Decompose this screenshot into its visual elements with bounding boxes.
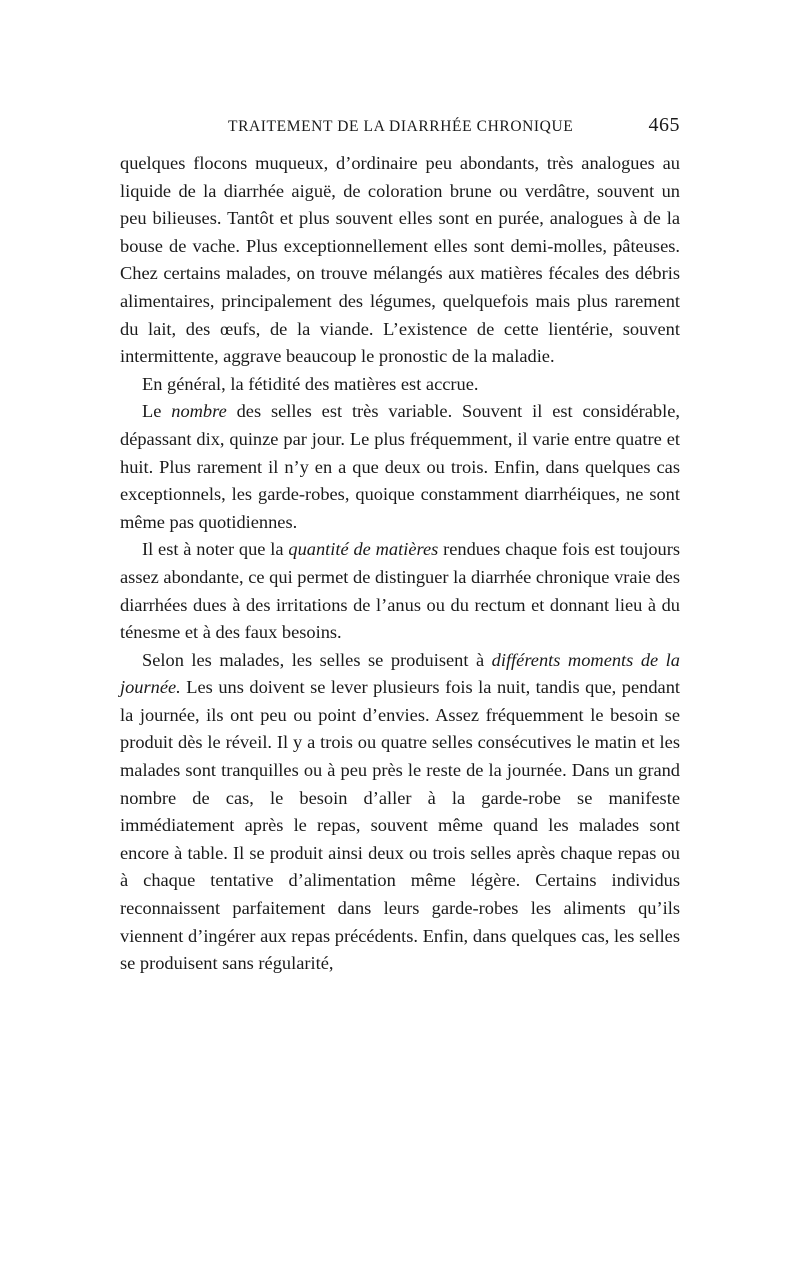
running-title: TRAITEMENT DE LA DIARRHÉE CHRONIQUE (228, 118, 574, 135)
paragraph-5-italic: différents moments de la journée. (120, 649, 680, 698)
page-number: 465 (648, 114, 680, 136)
paragraph-2 (120, 371, 680, 399)
paragraph-5-before: Selon les malades, les selles se produisent à (142, 649, 492, 670)
paragraph-4-before: Il est à noter que la (142, 539, 289, 560)
paragraph-5-after: Les uns doivent se lever plusieurs fois la nuit, tandis que, pendant la journée, ils ont peu ou point d’envies. Assez fréquemment le besoin se produit dès le réveil. Il y a trois ou quatre selles consécutives le matin et les malades sont tranquilles ou à peu près le reste de la journée. Dans un grand nombre de cas, le besoin d’aller à la garde-robe se manifeste immédiatement après le repas, souvent même quand les malades sont encore à table. Il se produit ainsi deux ou trois selles après chaque repas ou à chaque tentative d’alimentation même légère. Certains individus reconnaissent parfaitement dans leurs garde-robes les aliments qu’ils viennent d’ingérer aux repas précédents. Enfin, dans quelques cas, les selles se produisent sans régularité, (120, 677, 680, 974)
paragraph-3-before: Le (142, 401, 172, 422)
paragraph-2-text: En général, la fétidité des matières est accrue. (142, 373, 479, 394)
paragraph-3 (120, 398, 680, 536)
paragraph-5 (120, 647, 680, 978)
running-header (120, 112, 680, 142)
paragraph-4-after: rendues chaque fois est toujours assez abondante, ce qui permet de distinguer la diarrhée chronique vraie des diarrhées dues à des irritations de l’anus ou du rectum et donnant lieu à du ténesme et à des faux besoins. (120, 539, 680, 643)
paragraph-3-after: des selles est très variable. Souvent il est considérable, dépassant dix, quinze par jour. Le plus fréquemment, il varie entre quatre et huit. Plus rarement il n’y en a que deux ou trois. Enfin, dans quelques cas exceptionnels, les garde-robes, quoique constamment diarrhéiques, ne sont même pas quotidiennes. (120, 401, 681, 532)
paragraph-4 (120, 536, 680, 646)
paragraph-4-italic: quantité de matières (288, 539, 439, 560)
paragraph-1-text: quelques flocons muqueux, d’ordinaire peu abondants, très analogues au liquide de la diarrhée aiguë, de coloration brune ou verdâtre, souvent un peu bilieuses. Tantôt et plus souvent elles sont en purée, analogues à de la bouse de vache. Plus exceptionnellement elles sont demi-molles, pâteuses. Chez certains malades, on trouve mélangés aux matières fécales des débris alimentaires, principalement des légumes, quelquefois mais plus rarement du lait, des œufs, de la viande. L’existence de cette lientérie, souvent intermittente, aggrave beaucoup le pronostic de la maladie. (120, 153, 680, 367)
book-page (120, 112, 680, 978)
body-text (120, 150, 680, 978)
paragraph-1 (120, 150, 680, 371)
paragraph-3-italic: nombre (171, 401, 227, 422)
